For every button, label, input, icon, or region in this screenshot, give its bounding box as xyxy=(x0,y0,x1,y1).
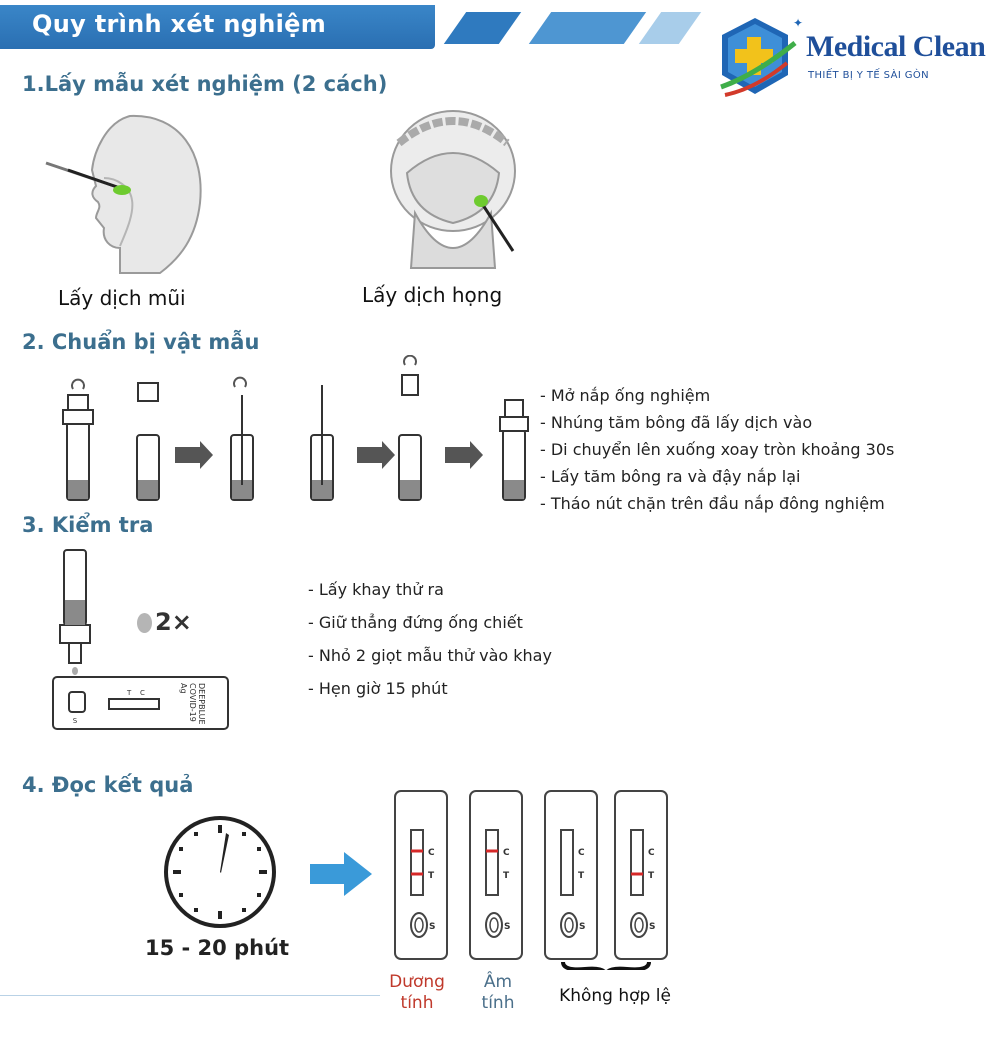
rotate-icon xyxy=(404,356,416,365)
prep-step-5: - Tháo nút chặn trên đầu nắp đông nghiệm xyxy=(540,494,885,513)
arrow-right-icon xyxy=(445,441,483,469)
wait-time: 15 - 20 phút xyxy=(145,936,290,960)
t-mark: T xyxy=(428,871,435,881)
nose-label: Lấy dịch mũi xyxy=(58,286,186,310)
t-mark: T xyxy=(648,871,655,881)
header-stripe xyxy=(444,12,521,44)
device-brand: DEEPBLUE xyxy=(197,683,206,725)
s-mark: S xyxy=(649,922,656,932)
c-mark: C xyxy=(428,848,435,858)
result-cassettes xyxy=(385,785,685,970)
sparkle-icon: ✦ xyxy=(793,16,804,30)
drop-icon xyxy=(137,613,152,633)
c-mark: C xyxy=(578,848,585,858)
drop-count: 2× xyxy=(155,608,192,636)
section-2-title: 2. Chuẩn bị vật mẫu xyxy=(22,330,260,354)
test-device-illustration xyxy=(45,545,235,740)
invalid-label: Không hợp lệ xyxy=(559,986,671,1006)
t-mark: T xyxy=(503,871,510,881)
nose-swab-illustration xyxy=(40,108,210,278)
device-type: Ag xyxy=(179,683,188,694)
invalid-brace xyxy=(563,962,649,970)
prep-step-2: - Nhúng tăm bông đã lấy dịch vào xyxy=(540,413,813,432)
brand-name: Medical Clean xyxy=(806,30,986,63)
rotate-icon xyxy=(72,380,84,389)
positive-label: Dương tính xyxy=(389,972,445,1013)
test-step-1: - Lấy khay thử ra xyxy=(308,580,444,599)
test-step-3: - Nhỏ 2 giọt mẫu thử vào khay xyxy=(308,646,552,665)
s-mark: S xyxy=(504,922,511,932)
arrow-right-icon xyxy=(357,441,395,469)
throat-label: Lấy dịch họng xyxy=(362,283,503,307)
section-3-title: 3. Kiểm tra xyxy=(22,513,154,537)
c-mark: C xyxy=(503,848,510,858)
section-4-title: 4. Đọc kết quả xyxy=(22,773,194,797)
brand-tagline: THIẾT BỊ Y TẾ SÀI GÒN xyxy=(808,70,930,81)
test-mark: T xyxy=(127,689,132,697)
arrow-right-icon xyxy=(310,852,372,896)
c-mark: C xyxy=(648,848,655,858)
sample-prep-diagram xyxy=(35,355,535,515)
prep-step-1: - Mở nắp ống nghiệm xyxy=(540,386,711,405)
device-model: COVID-19 xyxy=(188,683,197,722)
footer-divider xyxy=(0,995,380,996)
section-1-title: 1.Lấy mẫu xét nghiệm (2 cách) xyxy=(22,72,388,96)
rotate-icon xyxy=(234,378,246,387)
test-step-4: - Hẹn giờ 15 phút xyxy=(308,679,448,698)
header-stripe xyxy=(529,12,646,44)
test-step-2: - Giữ thẳng đứng ống chiết xyxy=(308,613,523,632)
clock-icon xyxy=(163,815,278,930)
prep-step-3: - Di chuyển lên xuống xoay tròn khoảng 30s xyxy=(540,440,895,459)
sample-mark: S xyxy=(72,717,78,725)
t-mark: T xyxy=(578,871,585,881)
arrow-right-icon xyxy=(175,441,213,469)
prep-step-4: - Lấy tăm bông ra và đậy nắp lại xyxy=(540,467,801,486)
s-mark: S xyxy=(429,922,436,932)
throat-swab-illustration xyxy=(385,103,525,278)
swab-tip xyxy=(474,195,488,207)
control-mark: C xyxy=(140,689,145,697)
swab-tip xyxy=(113,185,131,195)
medical-clean-logo xyxy=(715,15,805,105)
page-title: Quy trình xét nghiệm xyxy=(32,10,326,38)
s-mark: S xyxy=(579,922,586,932)
negative-label: Âm tính xyxy=(481,972,515,1013)
header-stripe xyxy=(639,12,701,44)
